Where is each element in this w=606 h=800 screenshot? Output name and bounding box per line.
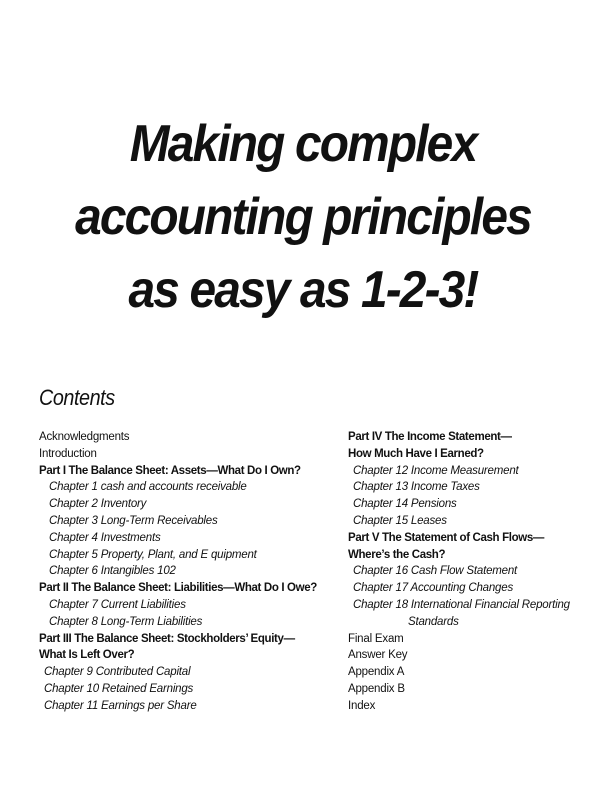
toc-chapter: Chapter 2 Inventory [49, 498, 147, 511]
toc-chapter: Chapter 11 Earnings per Share [44, 699, 197, 712]
toc-item: Acknowledgments [39, 431, 130, 443]
toc-chapter: Chapter 7 Current Liabilities [49, 598, 186, 611]
toc-chapter: Chapter 1 cash and accounts receivable [49, 481, 247, 494]
headline-line-3: as easy as 1-2-3! [128, 261, 478, 319]
toc-item: Appendix A [348, 666, 405, 679]
contents-left-column [39, 429, 329, 715]
toc-chapter: Chapter 4 Investments [49, 531, 161, 544]
headline [24, 108, 582, 327]
toc-part-heading: How Much Have I Earned? [348, 447, 484, 460]
headline-line-1: Making complex [129, 115, 477, 173]
toc-item: Index [348, 699, 376, 712]
toc-chapter: Chapter 3 Long-Term Receivables [49, 514, 218, 527]
toc-chapter: Chapter 15 Leases [353, 514, 447, 527]
toc-part-heading: Part V The Statement of Cash Flows— [348, 531, 545, 544]
toc-chapter: Chapter 18 International Financial Reporting [353, 598, 570, 611]
toc-chapter: Standards [408, 615, 459, 628]
toc-item: Appendix B [348, 682, 405, 695]
toc-chapter: Chapter 12 Income Measurement [353, 464, 519, 477]
toc-chapter: Chapter 13 Income Taxes [353, 481, 480, 494]
toc-item: Answer Key [348, 649, 408, 662]
toc-chapter: Chapter 14 Pensions [353, 498, 457, 511]
toc-item: Final Exam [348, 632, 404, 645]
contents-right-column [348, 429, 598, 715]
toc-chapter: Chapter 16 Cash Flow Statement [353, 565, 518, 578]
toc-part-heading: Part I The Balance Sheet: Assets—What Do I Own? [39, 464, 301, 477]
toc-part-heading: Part III The Balance Sheet: Stockholders’ Equity— [39, 632, 295, 645]
toc-chapter: Chapter 5 Property, Plant, and E quipment [49, 548, 257, 561]
toc-part-heading: Part IV The Income Statement— [348, 431, 512, 443]
headline-line-2: accounting principles [75, 188, 531, 246]
toc-part-heading: Part II The Balance Sheet: Liabilities—What Do I Owe? [39, 582, 317, 595]
toc-chapter: Chapter 6 Intangibles 102 [49, 565, 176, 578]
toc-chapter: Chapter 10 Retained Earnings [44, 682, 194, 695]
toc-part-heading: Where’s the Cash? [348, 548, 446, 561]
toc-chapter: Chapter 8 Long-Term Liabilities [49, 615, 203, 628]
contents-title: Contents [39, 385, 115, 410]
toc-chapter: Chapter 9 Contributed Capital [44, 666, 191, 679]
toc-item: Introduction [39, 447, 97, 460]
toc-chapter: Chapter 17 Accounting Changes [353, 582, 513, 595]
toc-part-heading: What Is Left Over? [39, 649, 135, 662]
